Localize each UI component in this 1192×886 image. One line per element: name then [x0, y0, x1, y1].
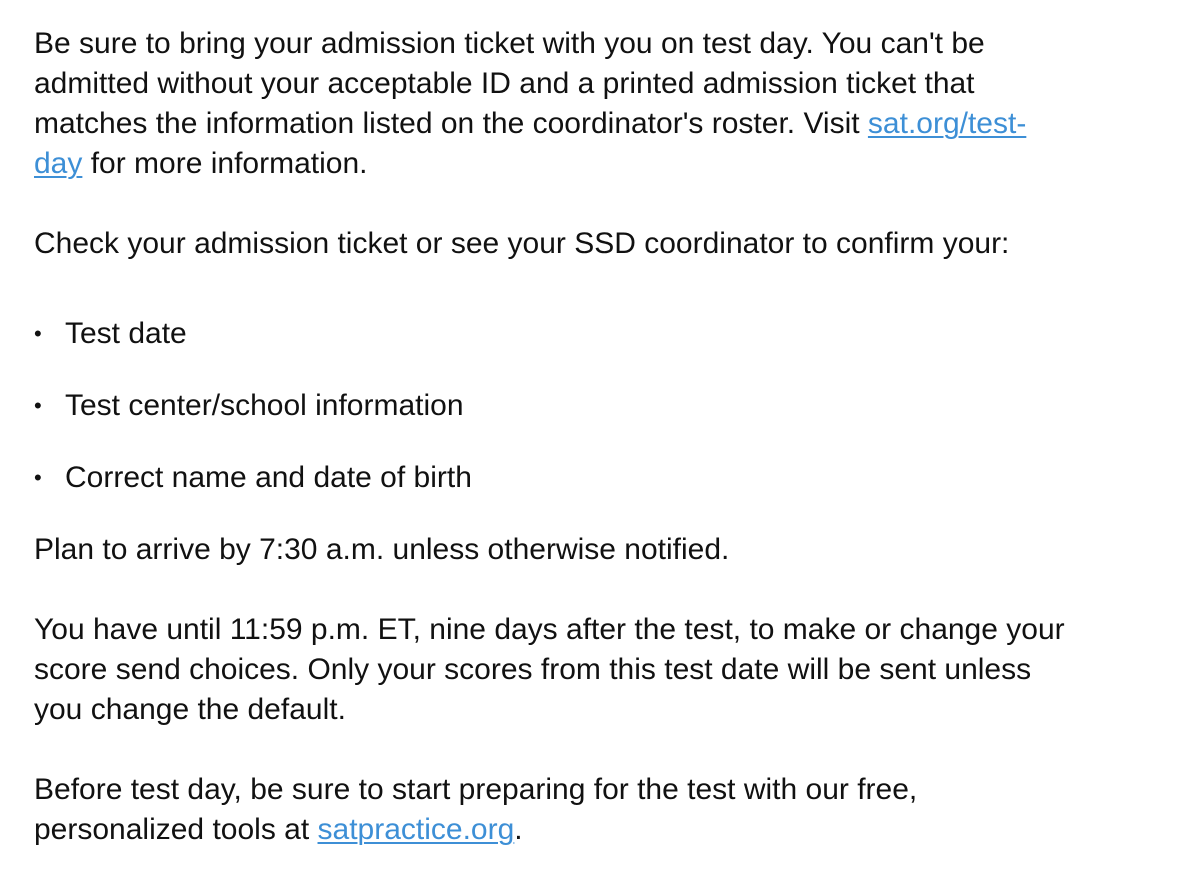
list-item	[34, 458, 472, 498]
admission-line-3-text: matches the information listed on the coordinator's roster. Visit	[34, 107, 868, 140]
score-send-line-3: you change the default.	[34, 693, 346, 726]
score-send-line-2: score send choices. Only your scores from this test date will be sent unless	[34, 653, 1032, 686]
admission-line-4	[34, 144, 367, 184]
arrival-time-text: Plan to arrive by 7:30 a.m. unless otherwise notified.	[34, 533, 730, 566]
sat-test-day-link[interactable]: sat.org/test-	[867, 107, 1027, 140]
score-send-line-1: You have until 11:59 p.m. ET, nine days after the test, to make or change your	[34, 613, 1065, 646]
admission-line-1: Be sure to bring your admission ticket with you on test day. You can't be	[34, 27, 985, 60]
practice-line-2	[34, 810, 523, 850]
satpractice-link[interactable]: satpractice.org	[317, 813, 515, 846]
list-item-label: Correct name and date of birth	[65, 461, 472, 494]
list-item	[34, 386, 464, 426]
list-item-label: Test date	[65, 317, 187, 350]
admission-line-4-text: for more information.	[82, 147, 368, 180]
bullet-icon: •	[34, 321, 42, 346]
admission-line-2: admitted without your acceptable ID and a printed admission ticket that	[34, 67, 975, 100]
list-item-label: Test center/school information	[65, 389, 464, 422]
bullet-icon: •	[34, 465, 42, 490]
confirm-intro-text: Check your admission ticket or see your SSD coordinator to confirm your:	[34, 227, 1010, 260]
list-item	[34, 314, 187, 354]
practice-line-2-end: .	[514, 813, 523, 846]
practice-line-1: Before test day, be sure to start preparing for the test with our free,	[34, 773, 918, 806]
admission-line-3	[34, 104, 1026, 144]
bullet-icon: •	[34, 393, 42, 418]
sat-test-day-link-continued[interactable]: day	[34, 147, 83, 180]
practice-line-2-text: personalized tools at	[34, 813, 318, 846]
